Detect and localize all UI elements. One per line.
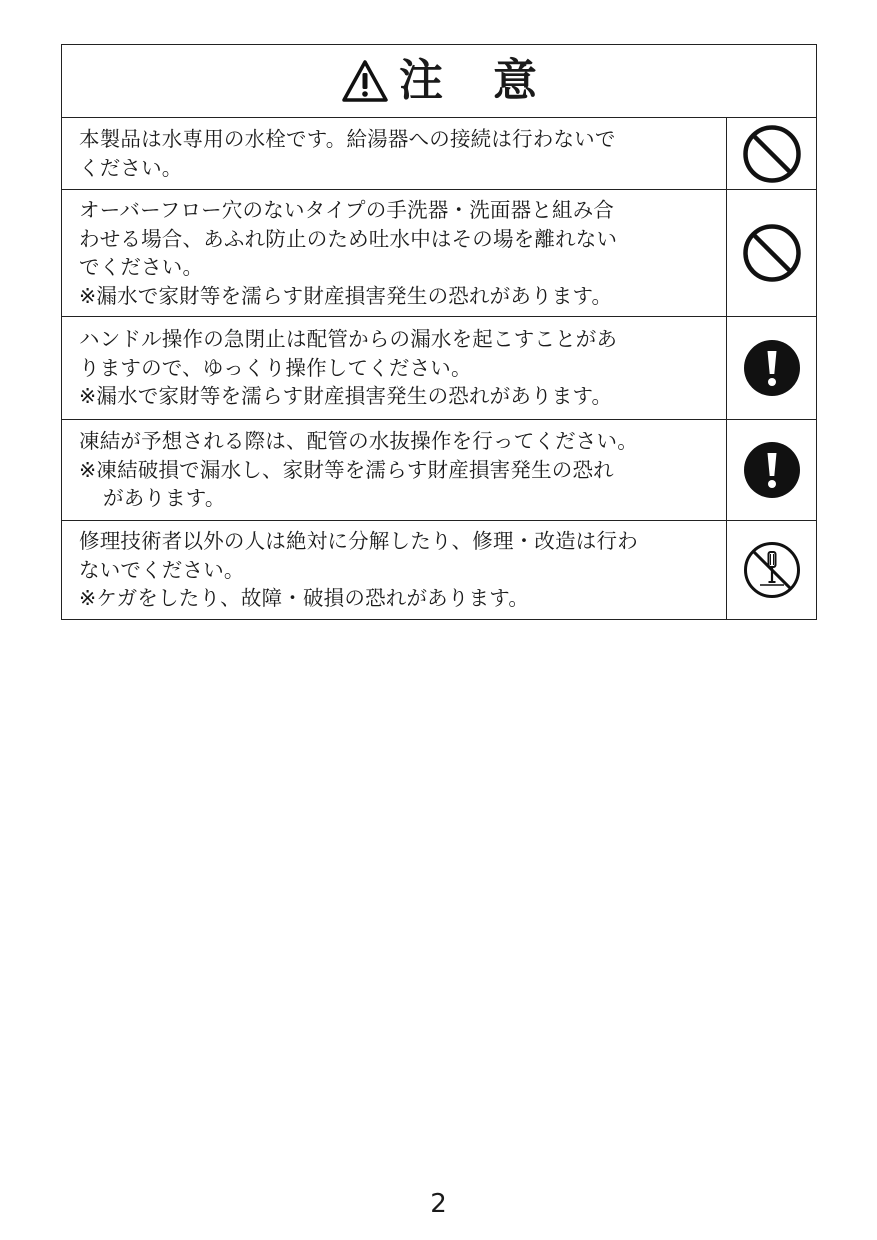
text-line: ハンドル操作の急閉止は配管からの漏水を起こすことがあ (79, 327, 618, 352)
caution-row (62, 190, 816, 317)
caution-text (62, 521, 726, 619)
text-line: 修理技術者以外の人は絶対に分解したり、修理・改造は行わ (79, 529, 638, 554)
icon-cell (726, 317, 816, 419)
text-line: 本製品は水専用の水栓です。給湯器への接続は行わないで (79, 127, 616, 151)
warning-triangle-icon (341, 59, 389, 103)
icon-cell (726, 420, 816, 520)
text-line: ※ケガをしたり、故障・破損の恐れがあります。 (79, 586, 530, 611)
caution-text (62, 317, 726, 419)
text-line: ないでください。 (79, 557, 245, 582)
caution-row (62, 118, 816, 190)
text-line: ※漏水で家財等を濡らす財産損害発生の恐れがあります。 (79, 384, 613, 409)
text-line: ※漏水で家財等を濡らす財産損害発生の恐れがあります。 (79, 283, 613, 308)
no-disassembly-icon (742, 540, 802, 600)
mandatory-action-icon (743, 441, 801, 499)
caution-row (62, 420, 816, 521)
caution-row (62, 317, 816, 420)
text-line: りますので、ゆっくり操作してください。 (79, 355, 472, 380)
prohibition-icon (741, 222, 803, 284)
text-line: があります。 (103, 486, 226, 511)
icon-cell (726, 118, 816, 189)
prohibition-icon (741, 123, 803, 185)
text-line: わせる場合、あふれ防止のため吐水中はその場を離れない (79, 226, 618, 251)
caution-table (61, 44, 817, 620)
icon-cell (726, 521, 816, 619)
mandatory-action-icon (743, 339, 801, 397)
caution-header (62, 45, 816, 118)
caution-text (62, 118, 726, 189)
page-number: 2 (430, 1189, 447, 1219)
icon-cell (726, 190, 816, 316)
text-line: でください。 (79, 255, 204, 279)
text-line: 凍結が予想される際は、配管の水抜操作を行ってください。 (79, 429, 638, 454)
text-line: オーバーフロー穴のないタイプの手洗器・洗面器と組み合 (79, 198, 615, 222)
caution-title: 注意 (399, 55, 587, 106)
text-line: ※凍結破損で漏水し、家財等を濡らす財産損害発生の恐れ (79, 457, 614, 482)
text-line: ください。 (79, 155, 183, 180)
caution-row (62, 521, 816, 619)
caution-text (62, 190, 726, 316)
caution-text (62, 420, 726, 520)
